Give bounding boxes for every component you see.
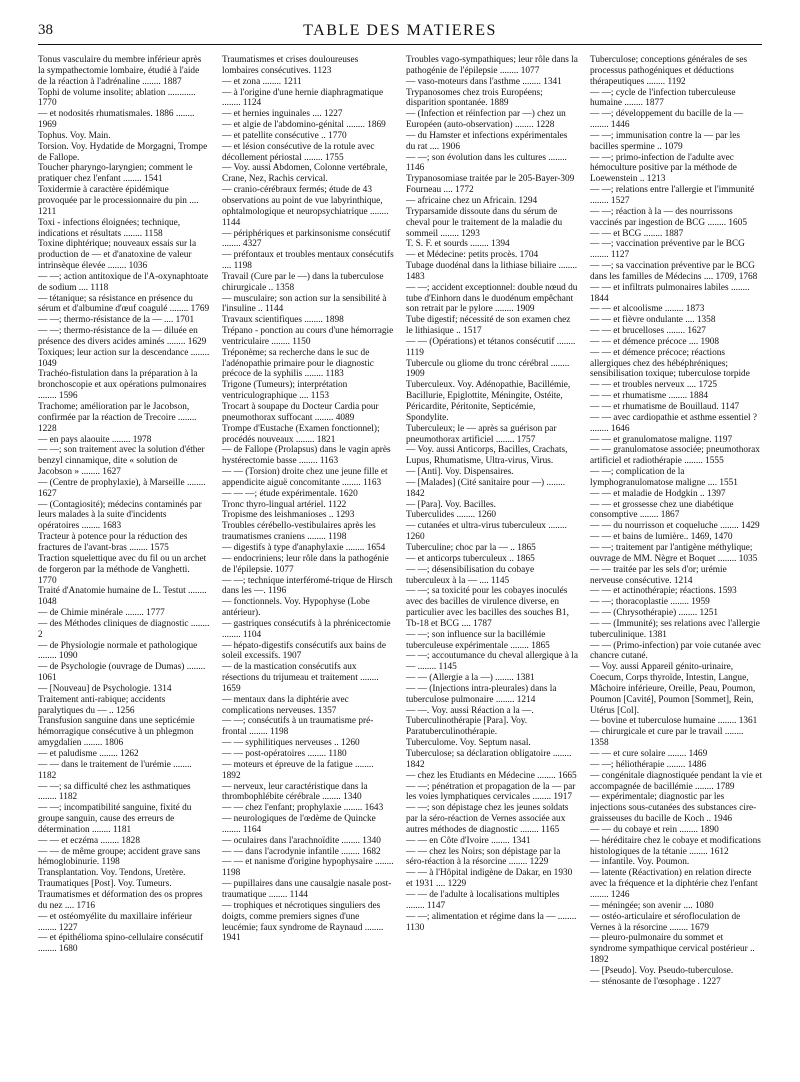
index-entry: T. S. F. et sourds ........ 1394 bbox=[406, 239, 510, 250]
index-entry: — —; complication de la lymphogranulomatose maligne .... 1551 bbox=[590, 467, 738, 488]
index-entry: — du Hamster et infections expérimentales du rat .... 1906 bbox=[406, 130, 568, 152]
index-entry: — —; sa vaccination préventive par le BCG dans les familles de Médecins .... 1709, 1768 bbox=[590, 261, 758, 282]
index-entry: Toucher pharyngo-laryngien; comment le pratiquer chez l'enfant ........ 1541 bbox=[38, 163, 193, 185]
index-entry: — moteurs et épreuve de la fatigue ........ 1892 bbox=[222, 759, 374, 781]
index-entry: Transfusion sanguine dans une septicémie hémorragique consécutive à un phlegmon amygdalien ........ 1806 bbox=[38, 716, 195, 749]
index-entry: Troubles vago-sympathiques; leur rôle dans la pathogénie de l'épilepsie ........ 1077 bbox=[406, 55, 578, 76]
index-entry: — — et troubles nerveux .... 1725 bbox=[590, 380, 718, 391]
index-entry: — — syphilitiques nerveuses .. 1260 bbox=[222, 738, 360, 749]
index-entry: — — et brucelloses ........ 1627 bbox=[590, 326, 706, 337]
index-entry: — [Para]. Voy. Bacilles. bbox=[406, 499, 496, 510]
index-entry: Toxiques; leur action sur la descendance ........ 1049 bbox=[38, 347, 210, 369]
index-entry: — — (Opérations) et tétanos consécutif ........ 1119 bbox=[406, 336, 576, 358]
index-entry: — —; incompatibilité sanguine, fixité du groupe sanguin, cause des erreurs de détermination ........ 1181 bbox=[38, 803, 192, 835]
index-entry: Tonus vasculaire du membre inférieur après la sympathectomie lombaire, étudié à l'aide de la réaction à l'adrénaline ........ 1887 bbox=[38, 55, 202, 87]
index-entry: — — (Injections intra-pleurales) dans la tuberculose pulmonaire ........ 1214 bbox=[406, 683, 557, 705]
index-entry: Trachome; amélioration par le Jacobson, confirmée par la réaction de Trecoire ........ 1228 bbox=[38, 402, 197, 434]
index-entry: — — et infiltrats pulmonaires labiles ........ 1844 bbox=[590, 282, 750, 304]
index-entry: — et épithélioma spino-cellulaire consécutif ........ 1680 bbox=[38, 933, 204, 955]
index-entry: — [Pseudo]. Voy. Pseudo-tuberculose. bbox=[590, 965, 734, 976]
index-entry: — — du nourrisson et coqueluche ........ 1429 bbox=[590, 521, 760, 532]
index-entry: — — de même groupe; accident grave sans hémoglobinurie. 1198 bbox=[38, 846, 201, 868]
index-entry: — ostéo-articulaire et sérofloculation de Vernes à la résorcine ........ 1679 bbox=[590, 911, 741, 933]
index-entry: Tube digestif; nécessité de son examen chez le lithiasique .. 1517 bbox=[406, 315, 571, 337]
index-entry: Tropisme des leishmanioses .. 1293 bbox=[222, 510, 355, 521]
index-entry: — chez les Etudiants en Médecine ........ 1665 bbox=[406, 770, 577, 781]
index-entry: — hépato-digestifs consécutifs aux bains de soleil excessifs. 1907 bbox=[222, 640, 386, 662]
index-entry: — vaso-moteurs dans l'asthme ........ 1341 bbox=[406, 76, 562, 87]
index-entry: — —; action antitoxique de l'A-oxynaphtoate de sodium .... 1118 bbox=[38, 271, 209, 293]
index-entry: — — et démence précoce; réactions allergiques chez des hébéphréniques; sensibilisation toxique; tuberculose torpide bbox=[590, 347, 750, 380]
index-entry: — Voy. aussi Appareil génito-urinaire, Coecum, Corps thyroïde, Intestin, Langue, Mâchoire inférieure, Oreille, Peau, Poumon, Poumon [Cavité], Poumon [Sommet], Rein, Utérus [Col]. bbox=[590, 662, 756, 716]
index-entry: — à l'origine d'une hernie diaphragmatique ........ 1124 bbox=[222, 87, 384, 109]
index-entry: — —; accident exceptionnel: double nœud du tube d'Einhorn dans le duodénum empêchant son retrait par le pylore ........ 1909 bbox=[406, 282, 578, 315]
index-entry: Tracteur à potence pour la réduction des fractures de l'avant-bras ........ 1575 bbox=[38, 532, 188, 553]
index-entry: — — (Primo-infection) par voie cutanée avec chancre cutané. bbox=[590, 640, 761, 662]
index-entry: — — (Allergie a la —) ........ 1381 bbox=[406, 673, 535, 684]
index-entry: Traitement anti-rabique; accidents paralytiques du — .. 1256 bbox=[38, 694, 166, 716]
index-entry: Tubercule ou gliome du tronc cérébral ........ 1909 bbox=[406, 358, 570, 380]
index-entry: — —; héliothérapie ........ 1486 bbox=[590, 759, 707, 770]
index-entry: — —; traitement par l'antigène méthylique; ouvrage de MM. Nègre et Boquet ........ 1035 bbox=[590, 542, 758, 564]
index-entry: — de la mastication consécutifs aux résections du trijumeau et traitement ........ 1659 bbox=[222, 662, 379, 694]
index-entry: — et paludisme ........ 1262 bbox=[38, 749, 139, 759]
index-entry: — (Contagiosité); médecins contaminés par leurs malades à la suite d'incidents opératoires ........ 1683 bbox=[38, 499, 202, 532]
index-entry: Tréponème; sa recherche dans le suc de l'adénopathie primaire pour le diagnostic précoce de la syphilis ........ 1183 bbox=[222, 347, 374, 380]
index-entry: — — (Chrysothérapie) ........ 1251 bbox=[590, 608, 719, 619]
index-entry: Tuberculinothérapie [Para]. Voy. Paratuberculinothérapie. bbox=[406, 716, 528, 738]
page-title: TABLE DES MATIERES bbox=[303, 22, 497, 39]
index-entry: — chirurgicale et cure par le travail ........ 1358 bbox=[590, 727, 744, 749]
index-entry: — endocriniens; leur rôle dans la pathogénie de l'épilepsie. 1077 bbox=[222, 553, 389, 575]
index-entry: Tronc thyro-lingual artériel. 1122 bbox=[222, 499, 347, 510]
index-entry: — —; primo-infection de l'adulte avec hémoculture positive par la méthode de Loewenstein .. 1213 bbox=[590, 152, 737, 185]
index-entry: Traité d'Anatomie humaine de L. Testut ........ 1048 bbox=[38, 586, 207, 608]
index-entry: Tuberculides ........ 1260 bbox=[406, 510, 497, 521]
index-entry: — — et maladie de Hodgkin .. 1397 bbox=[590, 488, 726, 499]
index-entry: — —; alimentation et régime dans la — ........ 1130 bbox=[406, 911, 577, 933]
index-entry: Tuberculose; conceptions générales de ses processus pathogéniques et déductions thérapeutiques ........ 1192 bbox=[590, 55, 748, 87]
index-entry: — — du cobaye et rein ........ 1890 bbox=[590, 824, 719, 835]
index-entry: — et nodosités rhumatismales. 1886 ........ 1969 bbox=[38, 109, 195, 131]
index-entry: Tryparsamide dissoute dans du sérum de cheval pour le traitement de la maladie du sommeil ........ 1293 bbox=[406, 206, 563, 239]
index-entry: — — chez l'enfant; prophylaxie ........ 1643 bbox=[222, 803, 384, 814]
index-entry: — congénitale diagnostiquée pendant la vie et accompagnée de bacillémie ........ 1789 bbox=[590, 770, 762, 792]
index-entry: — pupillaires dans une causalgie nasale post-traumatique ........ 1144 bbox=[222, 879, 392, 900]
index-entry: Tophi de volume insolite; ablation ............ 1770 bbox=[38, 87, 196, 109]
index-entry: — —; thermo-résistance de la — diluée en présence des divers acides aminés ........ 1629 bbox=[38, 326, 207, 347]
index-entry: — —; son dépistage chez les jeunes soldats par la séro-réaction de Vernes associée aux autres méthodes de diagnostic ........ 1165 bbox=[406, 803, 569, 835]
index-entry: Tuberculeux; le — après sa guérison par pneumothorax artificiel ........ 1757 bbox=[406, 423, 557, 445]
index-entry: — — et rhumatisme ........ 1884 bbox=[590, 391, 709, 402]
index-entry: — — dans l'acrodynie infantile ........ 1682 bbox=[222, 846, 381, 857]
index-entry: — préfontaux et troubles mentaux consécutifs .... 1198 bbox=[222, 250, 394, 272]
index-columns bbox=[38, 55, 762, 1075]
index-entry: Trachéo-fistulation dans la préparation à la bronchoscopie et aux opérations pulmonaires ........ 1596 bbox=[38, 369, 207, 402]
index-entry: — — dans le traitement de l'urémie ........ 1182 bbox=[38, 759, 192, 781]
index-entry: — — et actinothérapie; réactions. 1593 bbox=[590, 586, 737, 597]
index-entry: — trophiques et nécrotiques singuliers des doigts, comme premiers signes d'une leucémie; faux syndrome de Raynaud ........ 1941 bbox=[222, 900, 384, 944]
index-entry: Toxine diphtérique; nouveaux essais sur la production de — et d'anatoxine de valeur intrinsèque élevée ........ 1036 bbox=[38, 239, 197, 272]
index-entry: — —; technique interféromé-trique de Hirsch dans les —. 1196 bbox=[222, 575, 393, 597]
index-column-4 bbox=[590, 55, 762, 1075]
index-entry: — Voy. aussi Anticorps, Bacilles, Crachats, Lupus, Rhumatisme, Ultra-virus, Virus. bbox=[406, 445, 568, 467]
index-entry: — et Médecine: petits procès. 1704 bbox=[406, 250, 539, 261]
index-entry: Trypanosomiase traitée par le 205-Bayer-309 Fourneau .... 1772 bbox=[406, 174, 575, 196]
index-entry: — — et BCG ........ 1887 bbox=[590, 228, 684, 239]
index-entry: — — (Immunité); ses relations avec l'allergie tuberculinique. 1381 bbox=[590, 618, 760, 640]
index-entry: — —; immunisation contre la — par les bacilles spermine .. 1079 bbox=[590, 130, 741, 152]
index-column-3 bbox=[406, 55, 578, 1075]
index-entry: — pleuro-pulmonaire du sommet et syndrome sympathique cervical postérieur .. 1892 bbox=[590, 933, 755, 966]
index-entry: Tuberculome. Voy. Septum nasal. bbox=[406, 738, 531, 749]
index-entry: — en pays alaouite ........ 1978 bbox=[38, 434, 152, 445]
index-entry: — — chez les Noirs; son dépistage par la séro-réaction à la résorcine ........ 1229 bbox=[406, 846, 561, 868]
index-entry: — tétanique; sa résistance en présence du sérum et d'albumine d'œuf coagulé ........ 1769 bbox=[38, 293, 210, 315]
index-entry: — —; consécutifs à un traumatisme pré-frontal ........ 1198 bbox=[222, 716, 374, 738]
index-entry: — — à l'Hôpital indigène de Dakar, en 1930 et 1931 .... 1229 bbox=[406, 868, 573, 890]
index-entry: Troubles cérébello-vestibulaires après les traumatismes craniens ........ 1198 bbox=[222, 521, 376, 543]
index-entry: — —; son évolution dans les cultures ........ 1146 bbox=[406, 152, 567, 174]
index-entry: Traumatiques [Post]. Voy. Tumeurs. bbox=[38, 879, 172, 890]
index-entry: Trompe d'Eustache (Examen fonctionnel); procédés nouveaux ........ 1821 bbox=[222, 423, 380, 445]
index-entry: — de Chimie minérale ........ 1777 bbox=[38, 608, 165, 619]
index-entry: — — (Torsion) droite chez une jeune fille et appendicite aiguë concomitante ........ 1163 bbox=[222, 467, 388, 488]
index-entry: — nerveux, leur caractéristique dans la thrombophlébite cérébrale ........ 1340 bbox=[222, 781, 368, 803]
index-entry: — de Fallope (Prolapsus) dans le vagin après hystérectomie basse ........ 1163 bbox=[222, 445, 391, 467]
index-entry: — et ostéomyélite du maxillaire inférieur ........ 1227 bbox=[38, 911, 193, 933]
index-entry: Transplantation. Voy. Tendons, Uretère. bbox=[38, 868, 186, 879]
index-entry: — de Physiologie normale et pathologique ........ 1090 bbox=[38, 640, 198, 662]
index-entry: — — de l'adulte à localisations multiples ........ 1147 bbox=[406, 889, 560, 911]
index-entry: — —; cycle de l'infection tuberculeuse humaine ........ 1877 bbox=[590, 87, 736, 109]
index-entry: — [Anti]. Voy. Dispensaires. bbox=[406, 467, 514, 478]
index-entry: — — granulomatose associée; pneumothorax artificiel et radiothérapie ........ 1555 bbox=[590, 445, 760, 467]
index-entry: — —; pénétration et propagation de la — par les voies lymphatiques cervicales ........ 1917 bbox=[406, 781, 576, 803]
index-entry: — — post-opératoires ........ 1180 bbox=[222, 749, 347, 759]
index-entry: — —; thermo-résistance de la — .... 1701 bbox=[38, 315, 195, 326]
index-entry: Tuberculine; choc par la — .. 1865 bbox=[406, 542, 536, 553]
index-entry: Traumatismes et déformation des os propres du nez .... 1716 bbox=[38, 889, 203, 911]
index-entry: — des Méthodes cliniques de diagnostic ........ 2 bbox=[38, 618, 210, 640]
index-entry: Tubage duodénal dans la lithiase biliaire ........ 1483 bbox=[406, 261, 578, 282]
index-column-2 bbox=[222, 55, 394, 1075]
index-entry: Toxidermie à caractère épidémique provoquée par le processionnaire du pin .... 1211 bbox=[38, 185, 199, 217]
index-entry: — cutanées et ultra-virus tuberculeux ........ 1260 bbox=[406, 521, 567, 543]
index-entry: — — et cure solaire ........ 1469 bbox=[590, 749, 708, 759]
index-entry: — (Centre de prophylaxie), à Marseille ........ 1627 bbox=[38, 477, 206, 499]
index-entry: Travaux scientifiques ........ 1898 bbox=[222, 315, 344, 326]
index-entry: — —; sa difficulté chez les asthmatiques ........ 1182 bbox=[38, 781, 191, 803]
index-entry: Trépano - ponction au cours d'une hémorragie ventriculaire ........ 1150 bbox=[222, 326, 394, 347]
index-entry: — — et bains de lumière.. 1469, 1470 bbox=[590, 532, 733, 543]
index-entry: — — et nanisme d'origine hypophysaire ........ 1198 bbox=[222, 857, 394, 879]
index-entry: — —; accoutumance du cheval allergique à la — ........ 1145 bbox=[406, 651, 578, 673]
index-entry: — musculaire; son action sur la sensibilité à l'insuline .. 1144 bbox=[222, 293, 387, 315]
index-entry: — —; son traitement avec la solution d'éther benzyl cinnamique, dite « solution de Jacobson » ........ 1627 bbox=[38, 445, 205, 478]
index-entry: — neurologiques de l'œdème de Quincke ........ 1164 bbox=[222, 814, 376, 835]
index-entry: — oculaires dans l'arachnoïdite ........ 1340 bbox=[222, 835, 381, 846]
index-entry: — —; son influence sur la bacillémie tuberculeuse expérimentale ........ 1865 bbox=[406, 629, 550, 651]
index-entry: — — et alcoolisme ........ 1873 bbox=[590, 304, 705, 315]
index-entry: — digestifs à type d'anaphylaxie ........ 1654 bbox=[222, 542, 386, 553]
index-entry: — —; relations entre l'allergie et l'immunité ........ 1527 bbox=[590, 185, 755, 206]
index-entry: — périphériques et parkinsonisme consécutif ........ 4327 bbox=[222, 228, 391, 250]
index-entry: — fonctionnels. Voy. Hypophyse (Lobe antérieur). bbox=[222, 597, 370, 619]
index-entry: Traction squelettique avec du fil ou un archet de forgeron par la méthode de Vanghetti. 1770 bbox=[38, 553, 207, 586]
index-entry: — —; développement du bacille de la — ........ 1446 bbox=[590, 109, 744, 131]
page-header bbox=[0, 0, 800, 44]
index-entry: Tuberculeux. Voy. Adénopathie, Bacillémie, Bacillurie, Epiglottite, Méningite, Ostéite, Péricardite, Péritonite, Septicémie, Spondylite. bbox=[406, 380, 571, 423]
index-entry: — et anticorps tuberculeux .. 1865 bbox=[406, 553, 535, 564]
index-column-1 bbox=[38, 55, 210, 1075]
index-entry: — latente (Réactivation) en relation directe avec la fréquence et la diphtérie chez l'enfant ........ 1246 bbox=[590, 868, 758, 900]
index-entry: — sténosante de l'œsophage . 1227 bbox=[590, 976, 721, 987]
index-entry: — —; thoracoplastie ........ 1959 bbox=[590, 597, 710, 608]
index-entry: — [Malades] (Cité sanitaire pour —) ........ 1842 bbox=[406, 477, 566, 499]
index-entry: Torsion. Voy. Hydatide de Morgagni, Trompe de Fallope. bbox=[38, 141, 208, 163]
index-entry: — — et démence précoce .... 1908 bbox=[590, 336, 720, 347]
index-entry: — de Psychologie (ouvrage de Dumas) ........ 1061 bbox=[38, 662, 206, 684]
index-entry: — —; sa toxicité pour les cobayes inoculés avec des bacilles de virulence diverse, en particulier avec les bacilles des souches B1, Tb-18 et BCG .... 1787 bbox=[406, 586, 569, 629]
index-entry: Trocart à soupape du Docteur Cardia pour pneumothorax suffocant ........ 4089 bbox=[222, 402, 379, 423]
index-entry: — cranio-cérébraux fermés; étude de 43 observations au point de vue labyrinthique, ophtalmologique et neuropsychiatrique ........ 1144 bbox=[222, 185, 389, 228]
index-entry: Tophus. Voy. Main. bbox=[38, 130, 111, 141]
index-entry: Tuberculose; sa déclaration obligatoire ........ 1842 bbox=[406, 749, 572, 770]
index-entry: — — et granulomatose maligne. 1197 bbox=[590, 434, 733, 445]
index-entry: — méningée; son avenir .... 1080 bbox=[590, 900, 714, 911]
index-entry: — — en Côte d'Ivoire ........ 1341 bbox=[406, 835, 531, 846]
index-entry: — (Infection et réinfection par —) chez un Européen (auto-observation) ........ 1228 bbox=[406, 109, 566, 131]
index-entry: Traumatismes et crises douloureuses lombaires consécutives. 1123 bbox=[222, 55, 359, 76]
index-entry: — et lésion consécutive de la rotule avec décollement périostal ........ 1755 bbox=[222, 141, 375, 163]
index-entry: — —; réaction à la — des nourrissons vaccinés par ingestion de BCG ........ 1605 bbox=[590, 206, 747, 228]
index-entry: — infantile. Voy. Poumon. bbox=[590, 857, 690, 868]
index-entry: — — avec cardiopathie et asthme essentiel ? ........ 1646 bbox=[590, 412, 758, 434]
index-entry: — bovine et tuberculose humaine ........ 1361 bbox=[590, 716, 758, 727]
index-entry: — —. Voy. aussi Réaction a la —. bbox=[406, 705, 534, 716]
index-entry: — — —; étude expérimentale. 1620 bbox=[222, 488, 358, 499]
index-entry: Toxi - infections éloignées; technique, indications et résultats ........ 1158 bbox=[38, 217, 181, 239]
index-entry: — —; vaccination préventive par le BCG ........ 1127 bbox=[590, 239, 745, 261]
index-entry: Travail (Cure par le —) dans la tuberculose chirurgicale .. 1358 bbox=[222, 271, 384, 293]
index-entry: — expérimentale; diagnostic par les injections sous-cutanées des substances cire-graisseuses du bacille de Koch .. 1946 bbox=[590, 792, 757, 825]
index-entry: Trigone (Tumeurs); interprétation ventriculographique .... 1153 bbox=[222, 380, 348, 402]
index-entry: — — et rhumatisme de Bouillaud. 1147 bbox=[590, 402, 740, 412]
index-entry: — —; désensibilisation du cobaye tuberculeux à la — .... 1145 bbox=[406, 564, 535, 586]
index-entry: — et zona ........ 1211 bbox=[222, 76, 302, 87]
header-rule bbox=[38, 44, 762, 45]
index-entry: — — et eczéma ........ 1828 bbox=[38, 835, 140, 846]
index-entry: — et hernies inguinales .... 1227 bbox=[222, 109, 343, 120]
page-number: 38 bbox=[38, 22, 53, 38]
index-entry: — — et fièvre ondulante .... 1358 bbox=[590, 315, 716, 326]
index-entry: — Voy. aussi Abdomen, Colonne vertébrale, Crane, Nez, Rachis cervical. bbox=[222, 163, 388, 185]
index-entry: — mentaux dans la diphtérie avec complications nerveuses. 1357 bbox=[222, 694, 349, 716]
index-entry: — et patellite consécutive .. 1770 bbox=[222, 130, 347, 141]
index-entry: Trypanosomes chez trois Européens; disparition spontanée. 1889 bbox=[406, 87, 543, 109]
index-entry: — [Nouveau] de Psychologie. 1314 bbox=[38, 683, 172, 694]
index-entry: — africaine chez un Africain. 1294 bbox=[406, 195, 538, 206]
index-entry: — gastriques consécutifs à la phrénicectomie ........ 1104 bbox=[222, 618, 391, 640]
index-entry: — — traitée par les sels d'or; urémie nerveuse consécutive. 1214 bbox=[590, 564, 727, 586]
index-entry: — héréditaire chez le cobaye et modifications histologiques de la tétanie ........ 1612 bbox=[590, 835, 761, 857]
index-entry: — et algie de l'abdomino-génital ........ 1869 bbox=[222, 120, 386, 131]
index-entry: — — et grossesse chez une diabétique consomptive ........ 1867 bbox=[590, 499, 734, 521]
